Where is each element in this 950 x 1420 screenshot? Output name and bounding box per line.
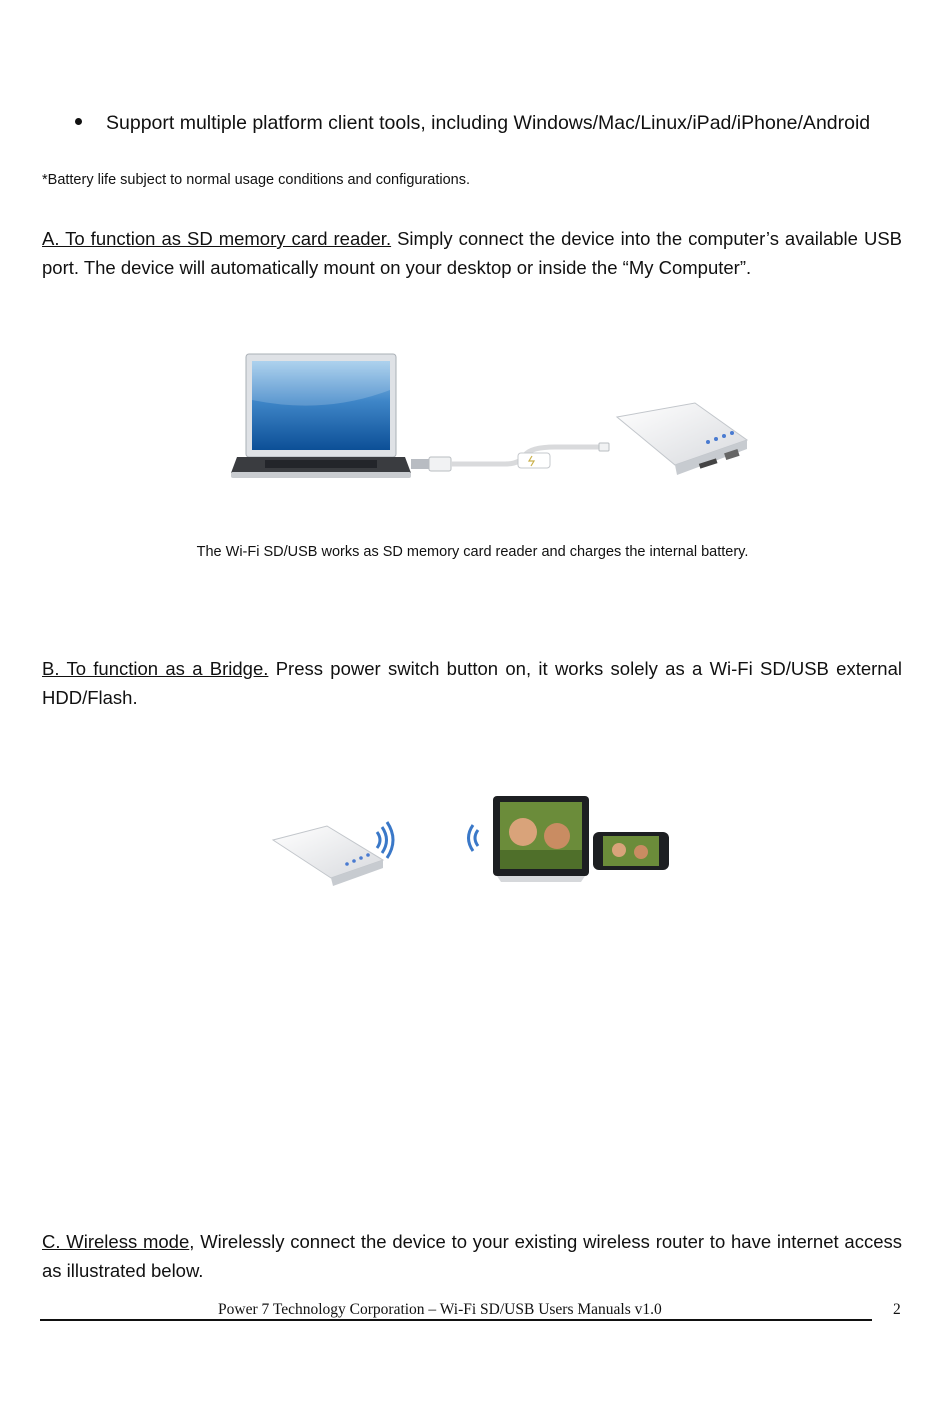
wifi-sd-device-icon xyxy=(273,826,383,886)
section-a-heading: A. To function as SD memory card reader. xyxy=(42,228,392,249)
section-c-paragraph xyxy=(42,1227,902,1285)
wifi-signal-icon xyxy=(469,825,479,851)
usb-cable-icon xyxy=(411,443,609,471)
battery-note: *Battery life subject to normal usage conditions and configurations. xyxy=(42,172,470,188)
section-b-heading: B. To function as a Bridge. xyxy=(42,658,269,679)
page-number: 2 xyxy=(893,1301,901,1318)
wifi-sd-device-icon xyxy=(617,403,747,475)
figure-laptop-card-reader xyxy=(225,345,755,495)
wifi-signal-icon xyxy=(377,822,393,858)
footer-text: Power 7 Technology Corporation – Wi-Fi SD/USB Users Manuals v1.0 xyxy=(218,1301,662,1318)
bullet-text: Support multiple platform client tools, including Windows/Mac/Linux/iPad/iPhone/Android xyxy=(106,112,871,134)
phone-icon xyxy=(593,832,669,870)
section-c-body: , Wirelessly connect the device to your existing wireless router to have internet access as illustrated below. xyxy=(42,1231,902,1281)
figure-bridge-mode xyxy=(265,790,675,890)
laptop-icon xyxy=(231,354,411,478)
section-a-paragraph xyxy=(42,224,902,282)
bullet-icon xyxy=(75,118,82,125)
tablet-icon xyxy=(493,796,589,882)
section-a-body: Simply connect the device into the computer’s available USB port. The device will automatically mount on your desktop or inside the “My Computer”. xyxy=(42,228,902,278)
section-c-heading: C. Wireless mode xyxy=(42,1231,190,1252)
section-b-paragraph xyxy=(42,654,902,712)
figure-a-caption: The Wi-Fi SD/USB works as SD memory card reader and charges the internal battery. xyxy=(196,544,749,560)
footer-divider xyxy=(40,1319,872,1321)
section-b-body: Press power switch button on, it works solely as a Wi-Fi SD/USB external HDD/Flash. xyxy=(42,658,902,708)
bullet-item xyxy=(75,112,870,135)
